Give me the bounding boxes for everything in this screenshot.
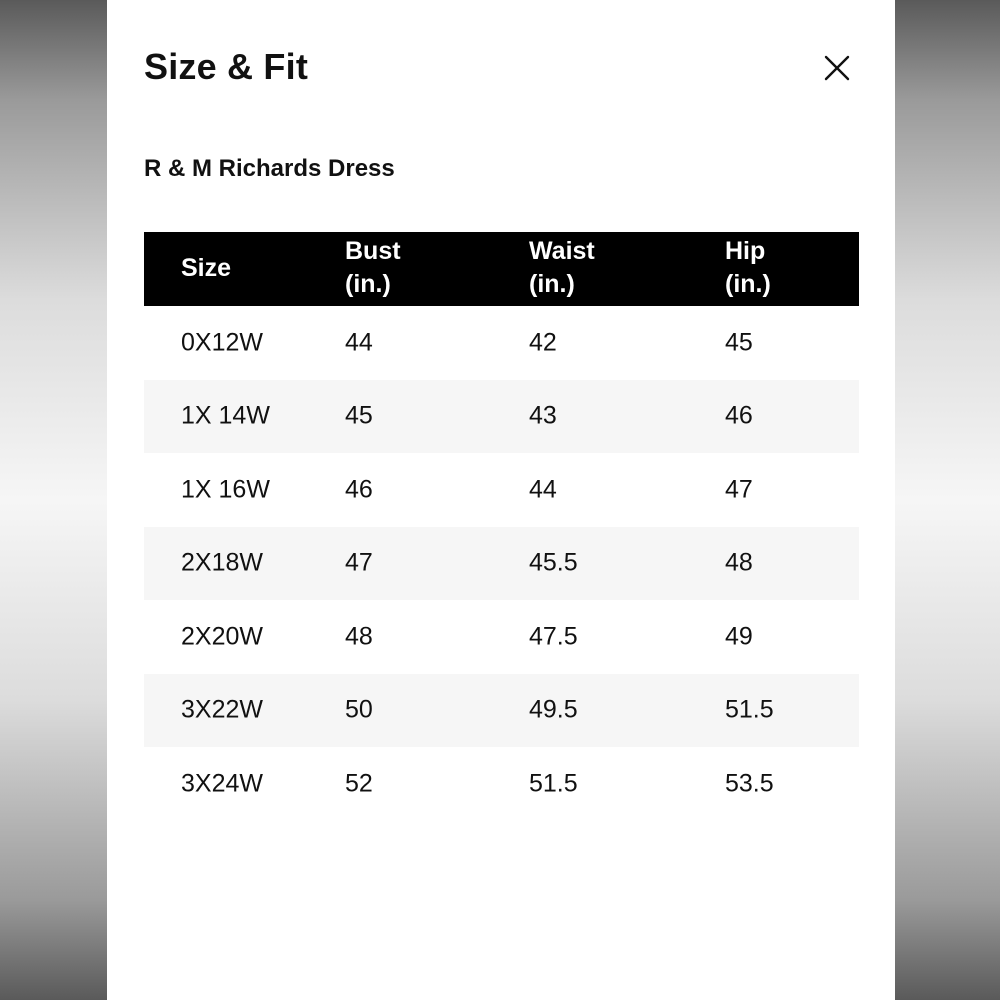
cell-size: 1X 16W	[181, 475, 270, 504]
table-header	[144, 232, 859, 306]
cell-bust: 50	[345, 695, 373, 724]
cell-hip: 49	[725, 622, 753, 651]
cell-waist: 49.5	[529, 695, 578, 724]
table-row	[144, 600, 859, 674]
size-chart-table	[144, 232, 859, 821]
cell-size: 2X18W	[181, 548, 263, 577]
background-right	[895, 0, 1000, 1000]
cell-bust: 44	[345, 328, 373, 357]
cell-hip: 51.5	[725, 695, 774, 724]
cell-size: 3X22W	[181, 695, 263, 724]
table-row	[144, 380, 859, 454]
table-row	[144, 527, 859, 601]
table-row	[144, 747, 859, 821]
table-row	[144, 306, 859, 380]
close-button[interactable]	[819, 50, 855, 86]
background-left	[0, 0, 107, 1000]
cell-waist: 43	[529, 401, 557, 430]
cell-bust: 52	[345, 769, 373, 798]
cell-waist: 44	[529, 475, 557, 504]
header-bust: Bust (in.)	[345, 237, 401, 298]
cell-hip: 53.5	[725, 769, 774, 798]
cell-size: 3X24W	[181, 769, 263, 798]
cell-waist: 47.5	[529, 622, 578, 651]
cell-bust: 45	[345, 401, 373, 430]
header-hip: Hip (in.)	[725, 237, 771, 298]
cell-bust: 46	[345, 475, 373, 504]
cell-waist: 45.5	[529, 548, 578, 577]
table-row	[144, 453, 859, 527]
header-size: Size	[181, 254, 232, 282]
cell-hip: 47	[725, 475, 753, 504]
cell-hip: 46	[725, 401, 753, 430]
cell-hip: 45	[725, 328, 753, 357]
cell-size: 1X 14W	[181, 401, 270, 430]
size-fit-modal	[107, 0, 895, 1000]
cell-bust: 48	[345, 622, 373, 651]
cell-size: 2X20W	[181, 622, 263, 651]
cell-hip: 48	[725, 548, 753, 577]
cell-bust: 47	[345, 548, 373, 577]
cell-waist: 51.5	[529, 769, 578, 798]
product-name: R & M Richards Dress	[144, 155, 395, 182]
cell-size: 0X12W	[181, 328, 263, 357]
modal-title: Size & Fit	[144, 46, 309, 87]
cell-waist: 42	[529, 328, 557, 357]
table-row	[144, 674, 859, 748]
close-icon	[819, 50, 855, 86]
header-waist: Waist (in.)	[529, 237, 595, 298]
